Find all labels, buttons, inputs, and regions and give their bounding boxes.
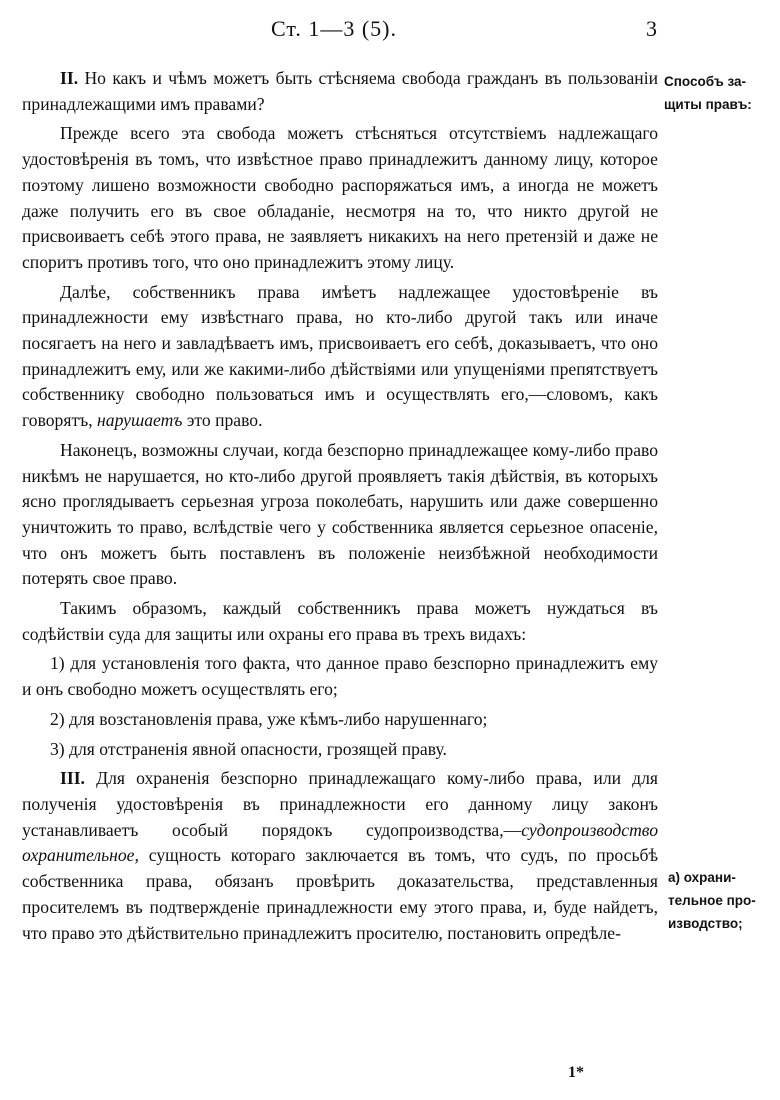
margin-note-line: изводство; [668, 916, 743, 931]
paragraph [22, 280, 658, 434]
page-header-title: Ст. 1—3 (5). [271, 16, 397, 41]
paragraph-text: Но какъ и чѣмъ можетъ быть стѣсняема свобода гражданъ въ пользованіи принадлежащими имъ правами? [22, 68, 658, 114]
printer-signature-mark: 1* [568, 1064, 584, 1081]
paragraph: Такимъ образомъ, каждый собственникъ права можетъ нуждаться въ содѣйствіи суда для защиты или охраны его права въ трехъ видахъ: [22, 598, 658, 644]
margin-note-line: тельное про- [668, 893, 756, 908]
list-item: 2) для возстановленія права, уже кѣмъ-либо нарушеннаго; [50, 708, 488, 729]
margin-note-protective-procedure [668, 866, 776, 935]
margin-note-line: Способъ за- [664, 74, 747, 89]
emphasized-term: судопроизводство охранительное, [22, 819, 658, 866]
paragraph: Прежде всего эта свобода можетъ стѣсняться отсутствіемъ надлежащаго удостовѣренія въ томъ, что извѣстное право принадлежитъ данному лицу, которое поэтому лишено возможности свободно распоряжаться имъ, а иногда не можетъ даже получить его въ свое обладаніе, несмотря на то, что никто другой не присвоиваетъ себѣ этого права, не заявляетъ никакихъ на него претензій и даже не споритъ противъ того, что оно принадлежитъ этому лицу. [22, 123, 658, 272]
paragraph: Наконецъ, возможны случаи, когда безспорно принадлежащее кому-либо право никѣмъ не нарушается, но кто-либо другой проявляетъ такія дѣйствія, въ которыхъ ясно проглядываетъ серьезная угроза поколебать, нарушить или даже совершенно уничтожить то право, вслѣдствіе чего у собственника является серьезное опасеніе, что онъ можетъ быть поставленъ въ положеніе неизбѣжной необходимости потерять свое право. [22, 439, 658, 589]
paragraph-text: это право. [186, 410, 263, 431]
emphasized-term: нарушаетъ [97, 410, 183, 431]
paragraph-text: Далѣе, собственникъ права имѣетъ надлежащее удостовѣреніе въ принадлежности ему извѣстнаго права, но кто-либо другой такъ или иначе посягаетъ на него и завладѣваетъ имъ, присвоиваетъ его себѣ, доказываетъ, что оно принадлежитъ ему, или же какими-либо дѣйствіями или упущеніями препятствуетъ собственнику свободно пользоваться имъ и осуществлять его,—словомъ, какъ говорятъ, [22, 281, 658, 431]
main-text [22, 66, 658, 950]
section-number: II. [60, 68, 79, 88]
margin-note-protection-method [664, 70, 776, 116]
section-number: III. [60, 768, 85, 789]
page-number: 3 [646, 16, 657, 41]
margin-note-line: а) охрани- [668, 870, 736, 885]
list-item: 3) для отстраненія явной опасности, грозящей праву. [50, 738, 447, 759]
margin-note-line: щиты правъ: [664, 97, 752, 112]
paragraph-text: сущность котораго заключается въ томъ, что судъ, по просьбѣ собственника права, обязанъ провѣрить доказательства, представленныя просителемъ въ подтвержденіе принадлежности ему этого права, и, буде найдетъ, что право это дѣйствительно принадлежитъ просителю, постановить опредѣле- [22, 845, 658, 943]
list-item: 1) для установленія того факта, что данное право безспорно принадлежитъ ему и онъ свободно можетъ осуществлять его; [22, 653, 658, 700]
paragraph-section-2 [22, 66, 658, 117]
paragraph-section-3 [22, 766, 658, 946]
paragraph-text: Для охраненія безспорно принадлежащаго кому-либо права, или для полученія удостовѣренія въ принадлежности его данному лицу законъ устанавливаетъ особый порядокъ судопроизводства,— [22, 768, 658, 840]
